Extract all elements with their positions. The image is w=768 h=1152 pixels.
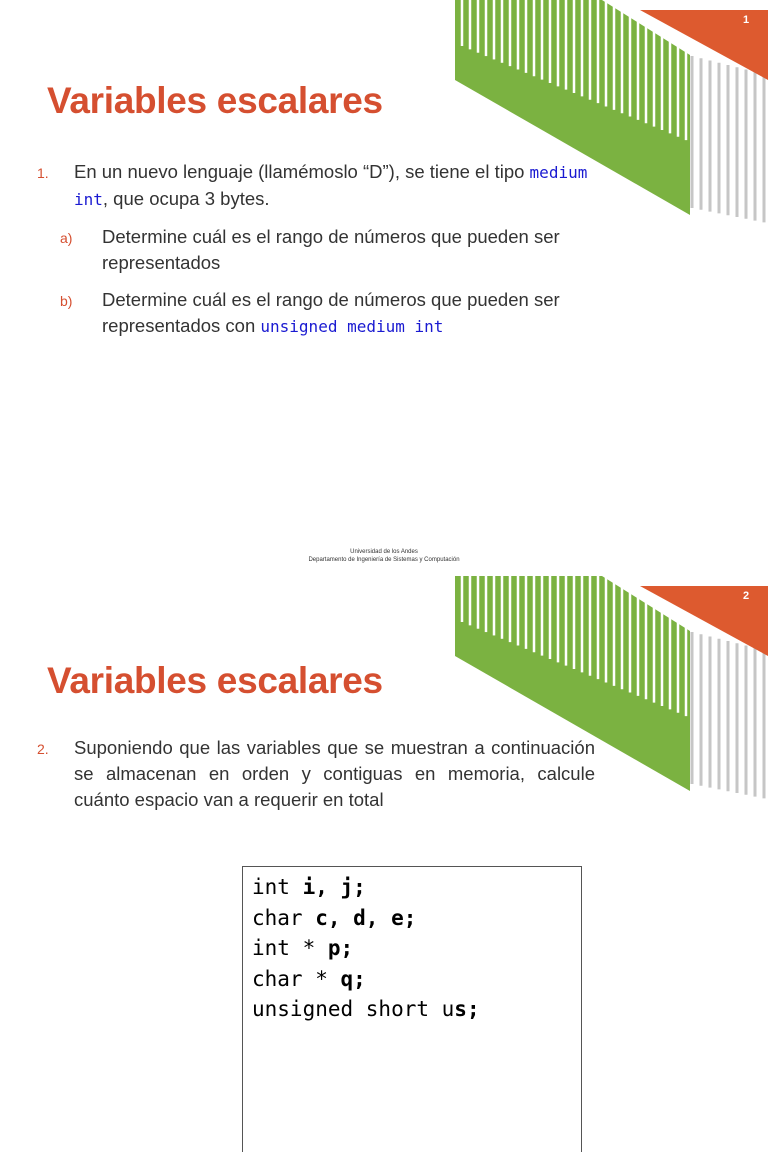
code-line: char c, d, e; [252, 905, 417, 930]
code-line: char * q; [252, 966, 366, 991]
code-line: int * p; [252, 936, 354, 960]
code-block [242, 866, 582, 1152]
sub-item-a [60, 224, 600, 276]
slide-title: Variables escalares [47, 660, 383, 701]
code-line: int i, j; [252, 875, 366, 899]
gray-stripes [692, 56, 764, 222]
slide-2 [0, 576, 768, 1152]
footer-department: Departamento de Ingeniería de Sistemas y Computación [308, 557, 460, 563]
list-marker: 2. [37, 741, 49, 757]
slide-number: 1 [742, 14, 750, 26]
sub-item-b [60, 287, 600, 340]
slide-footer [0, 548, 768, 564]
sub-marker-b: b) [60, 293, 73, 309]
sub-marker-a: a) [60, 230, 73, 246]
list-item-2 [37, 735, 595, 813]
sub-item-a-text: Determine cuál es el rango de números que pueden ser representados [102, 226, 560, 273]
slide-title: Variables escalares [47, 80, 383, 121]
gray-stripes [692, 632, 764, 798]
sub-item-b-text: Determine cuál es el rango de números que pueden ser representados con unsigned medium int [102, 289, 560, 336]
list-marker: 1. [37, 165, 49, 181]
code-unsigned-medium-int: unsigned medium int [260, 317, 444, 336]
slide-number: 2 [742, 590, 750, 602]
footer-university: Universidad de los Andes [350, 549, 418, 555]
list-item-text: En un nuevo lenguaje (llamémoslo “D”), se tiene el tipo medium int, que ocupa 3 bytes. [74, 161, 588, 209]
code-line: unsigned short us; [252, 997, 480, 1021]
code-medium-int: medium int [74, 163, 588, 209]
list-item-text: Suponiendo que las variables que se muestran a continuación se almacenan en orden y contiguas en memoria, calcule cuánto espacio van a requerir en total [74, 737, 595, 810]
list-item-1 [37, 159, 597, 213]
